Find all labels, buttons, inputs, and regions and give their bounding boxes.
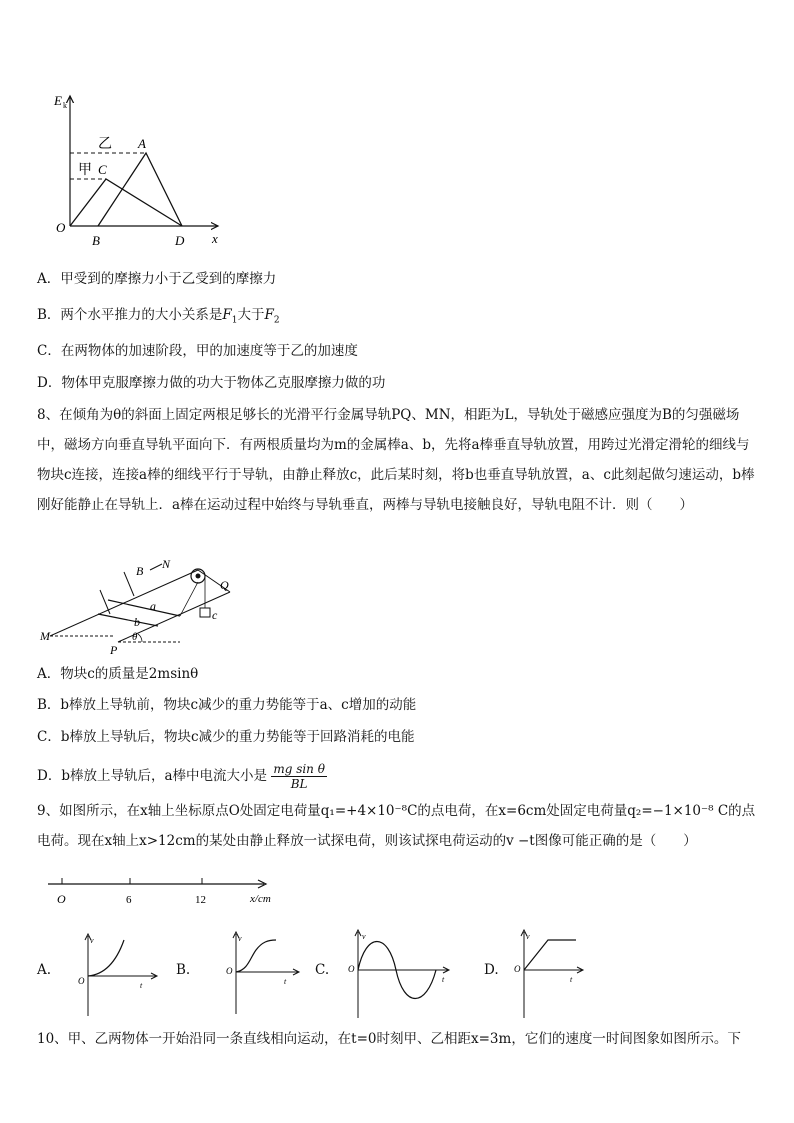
q9-stem: 9、如图所示，在x轴上坐标原点O处固定电荷量q₁=+4×10⁻⁸C的点电荷，在x=6cm处固定电荷量q₂=−1×10⁻⁸ C的点电荷。现在x轴上x>12cm的某处由静止释放一试探电荷，则该试探电荷运动的v −t图像可能正确的是（ ）: [37, 803, 756, 849]
label-n: N: [162, 557, 171, 571]
tick-label-o: O: [57, 892, 66, 906]
q8-option-a: A．物块c的质量是2msinθ: [37, 666, 199, 682]
t-label: t: [284, 977, 287, 986]
q7-option-b: [37, 305, 280, 331]
q8-option-d: [37, 762, 327, 791]
q7-option-d: D．物体甲克服摩擦力做的功大于物体乙克服摩擦力做的功: [37, 375, 386, 391]
q7-option-a: A．甲受到的摩擦力小于乙受到的摩擦力: [37, 271, 277, 287]
origin-label: O: [348, 964, 355, 974]
v-label: v: [526, 932, 530, 941]
q7-option-b-text: B．两个水平推力的大小关系是: [37, 307, 223, 323]
vt-graph-c: [344, 926, 456, 1022]
f1-sub: 1: [231, 315, 238, 326]
t-label: t: [140, 981, 143, 990]
t-label: t: [570, 975, 573, 984]
angle-arc: [138, 634, 142, 642]
vt-graph-b: [222, 928, 312, 1018]
t-label: t: [442, 975, 445, 984]
label-yi: 乙: [98, 137, 112, 152]
q9-option-c-label: C.: [315, 962, 330, 978]
rail-diagram: [38, 556, 268, 660]
fraction-numerator: mg sin θ: [273, 762, 325, 776]
origin-label: O: [514, 964, 521, 974]
q9-option-b-label: B.: [176, 962, 191, 978]
origin-label: O: [226, 966, 233, 976]
point-b: B: [92, 233, 100, 248]
y-label: E: [54, 93, 62, 108]
pulley-axle: [196, 574, 201, 579]
current-fraction: [271, 762, 327, 791]
label-bar-b: b: [134, 615, 140, 629]
tick-label-6: 6: [126, 894, 132, 906]
curve-b: [236, 940, 276, 972]
axis-unit: x/cm: [250, 893, 271, 905]
label-c: c: [212, 608, 218, 622]
label-a: a: [150, 599, 156, 613]
q9-option-a-label: A.: [37, 962, 52, 978]
bar-a: [108, 600, 180, 616]
q7-option-b-mid: 大于: [237, 307, 265, 323]
origin-label: O: [56, 220, 66, 235]
x-label: x: [212, 231, 218, 246]
point-d: D: [175, 233, 185, 248]
y-sub: k: [63, 101, 67, 110]
q8-option-d-text: D．b棒放上导轨后，a棒中电流大小是: [37, 768, 268, 784]
x-axis-figure: [40, 872, 280, 908]
point-a: A: [138, 136, 146, 151]
field-arrow-2: [100, 590, 110, 614]
curve-yi: [98, 153, 182, 226]
label-b: B: [136, 564, 144, 578]
label-jia: 甲: [78, 163, 92, 178]
tick-label-12: 12: [195, 894, 206, 906]
q8-stem: 8、在倾角为θ的斜面上固定两根足够长的光滑平行金属导轨PQ、MN，相距为L，导轨处于磁感应强度为B的匀强磁场中，磁场方向垂直导轨平面向下．有两根质量均为m的金属棒a、b，先将a棒垂直导轨放置，用跨过光滑定滑轮的细线与物块c连接，连接a棒的细线平行于导轨，由静止释放c，此后某时刻，将b也垂直导轨放置，a、c此刻起做匀速运动，b棒刚好能静止在导轨上．a棒在运动过程中始终与导轨垂直，两棒与导轨电接触良好，导轨电阻不计．则（ ）: [37, 407, 755, 513]
v-label: v: [90, 936, 94, 945]
v-label: v: [362, 932, 366, 941]
f1-symbol: F: [222, 307, 232, 323]
vt-graph-a: [74, 930, 164, 1020]
block-c: [200, 608, 210, 617]
origin-label: O: [78, 976, 85, 986]
label-q: Q: [220, 578, 229, 592]
f2-sub: 2: [273, 315, 280, 326]
curve-a: [88, 940, 124, 976]
vt-graph-d: [510, 926, 590, 1022]
q7-option-c: C．在两物体的加速阶段，甲的加速度等于乙的加速度: [37, 343, 358, 359]
label-m: M: [40, 629, 50, 643]
v-label: v: [238, 934, 242, 943]
curve-jia: [70, 179, 182, 226]
field-arrow-3: [150, 564, 162, 570]
fraction-denominator: BL: [290, 777, 308, 791]
string: [180, 582, 198, 616]
point-c: C: [98, 162, 107, 177]
field-arrow-1: [124, 572, 134, 596]
f2-symbol: F: [264, 307, 274, 323]
label-theta: θ: [132, 631, 138, 643]
q8-option-c: C．b棒放上导轨后，物块c减少的重力势能等于回路消耗的电能: [37, 729, 415, 745]
curve-d: [524, 940, 576, 970]
ek-x-graph: [48, 88, 238, 248]
q8-option-b: B．b棒放上导轨前，物块c减少的重力势能等于a、c增加的动能: [37, 697, 417, 713]
q10-stem: 10、甲、乙两物体一开始沿同一条直线相向运动，在t=0时刻甲、乙相距x=3m，它们的速度一时间图象如图所示。下: [37, 1031, 741, 1047]
bar-b: [98, 614, 158, 626]
label-p: P: [110, 643, 118, 657]
q9-option-d-label: D.: [484, 962, 499, 978]
